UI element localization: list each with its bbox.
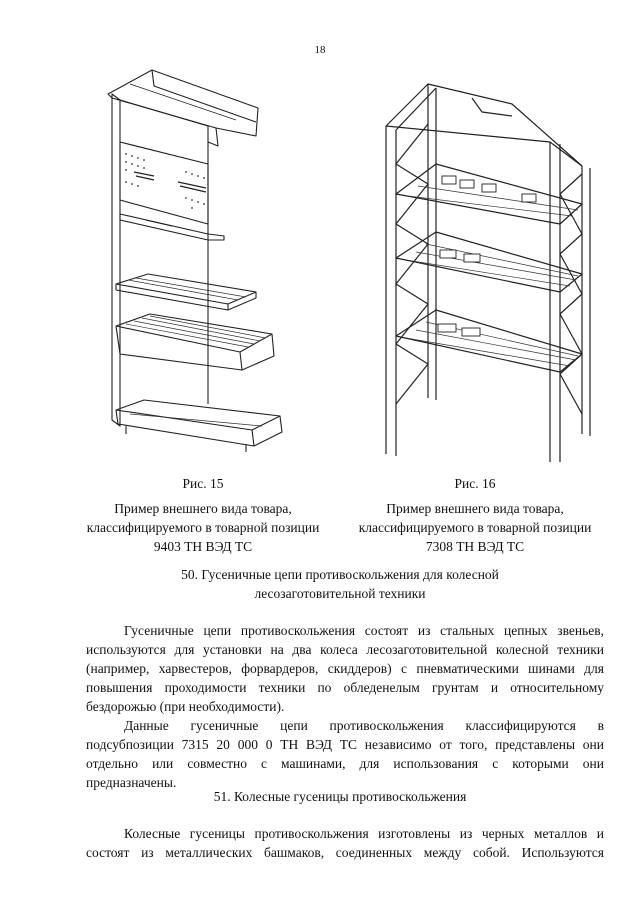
paragraph-line: отдельно или совместно с машинами, для использования с которыми они	[86, 756, 604, 771]
figure-15-caption	[58, 474, 348, 556]
figure-16-caption-line: классифицируемого в товарной позиции	[358, 520, 592, 535]
paragraph-line: Данные гусеничные цепи противоскольжения классифицируются в	[124, 718, 604, 733]
figure-16-caption	[330, 474, 620, 556]
section-50-heading-line: 50. Гусеничные цепи противоскольжения для колесной	[181, 567, 499, 582]
paragraph-line: Колесные гусеницы противоскольжения изготовлены из черных металлов и	[124, 826, 604, 841]
paragraph-line: предназначены.	[86, 775, 177, 790]
section-51-heading: 51. Колесные гусеницы противоскольжения	[213, 789, 467, 804]
paragraph-line: состоят из металлических башмаков, соединенных между собой. Используются	[86, 845, 604, 860]
paragraph-line: используются для установки на два колеса лесозаготовительной колесной техники	[86, 642, 604, 657]
figure-15-caption-line: 9403 ТН ВЭД ТС	[153, 539, 253, 554]
paragraph-line: подсубпозиции 7315 20 000 0 ТН ВЭД ТС независимо от того, представлены они	[86, 737, 604, 752]
steel-rack-drawing	[372, 64, 596, 464]
figure-16-illustration	[372, 64, 596, 464]
figure-15-illustration	[96, 64, 296, 460]
paragraph-line: (например, харвестеров, форвардеров, скиддеров) с пневматическими шинами для	[86, 661, 604, 676]
page-number: 18	[314, 44, 326, 56]
section-50-heading-line: лесозаготовительной техники	[254, 586, 426, 601]
figure-15-caption-line: Пример внешнего вида товара,	[114, 501, 292, 516]
figure-16-title: Рис. 16	[454, 476, 496, 491]
section-50-heading	[100, 565, 580, 603]
section-51-paragraph	[86, 824, 604, 862]
store-shelving-drawing	[96, 64, 296, 460]
section-50-paragraph	[86, 621, 604, 792]
paragraph-line: бездорожью (при необходимости).	[86, 699, 285, 714]
figure-16-caption-line: 7308 ТН ВЭД ТС	[425, 539, 525, 554]
figure-15-caption-line: классифицируемого в товарной позиции	[86, 520, 320, 535]
paragraph-line: Гусеничные цепи противоскольжения состоят из стальных цепных звеньев,	[124, 623, 604, 638]
figure-16-caption-line: Пример внешнего вида товара,	[386, 501, 564, 516]
figure-15-title: Рис. 15	[182, 476, 224, 491]
paragraph-line: повышения проходимости техники по обледенелым грунтам и относительному	[86, 680, 604, 695]
